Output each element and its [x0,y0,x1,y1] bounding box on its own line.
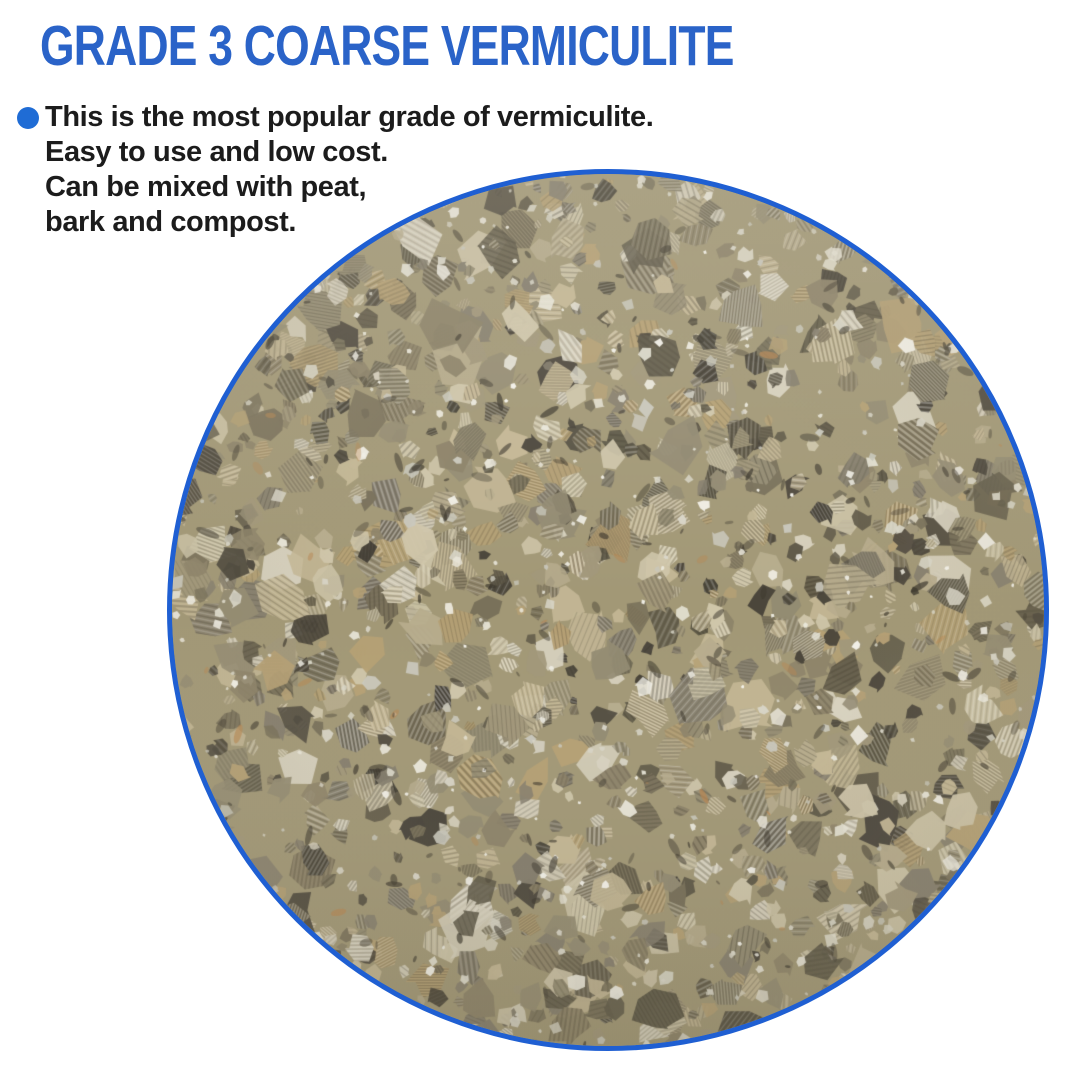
vermiculite-photo-circle [167,169,1049,1051]
vermiculite-texture-canvas [172,174,1044,1046]
bullet-line: bark and compost. [45,206,297,238]
bullet-line: Easy to use and low cost. [45,136,388,168]
bullet-line: Can be mixed with peat, [45,171,367,203]
bullet-line: This is the most popular grade of vermiculite. [45,101,654,133]
page-title: GRADE 3 COARSE VERMICULITE [40,14,734,78]
bullet-dot-icon [17,107,39,129]
